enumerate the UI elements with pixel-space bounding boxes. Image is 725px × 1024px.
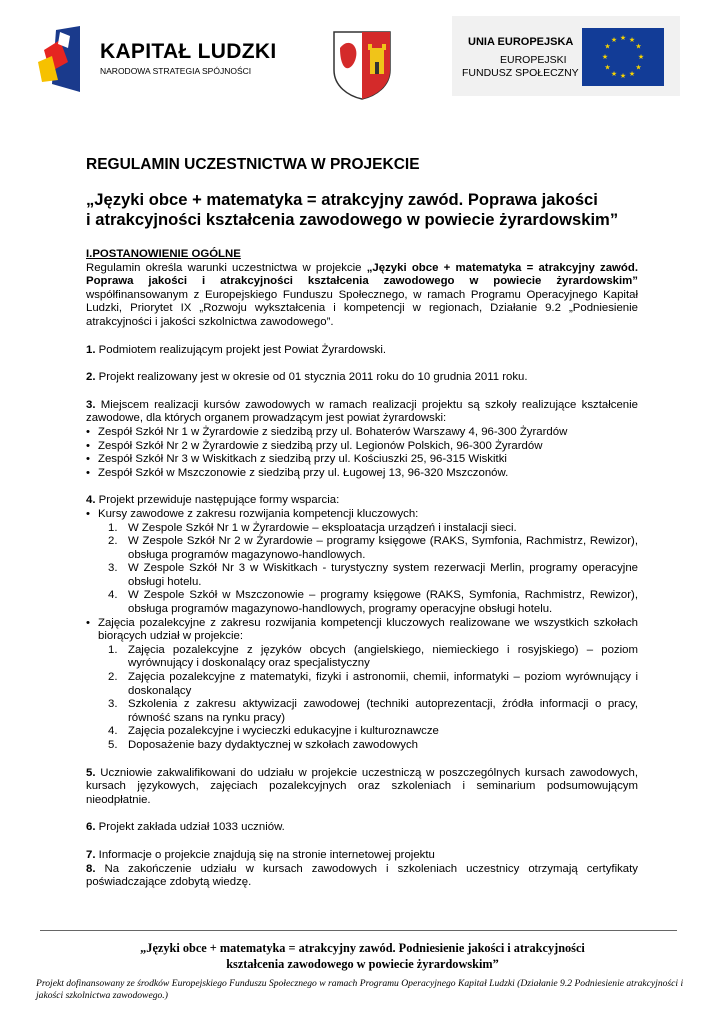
kurs-2-text: W Zespole Szkół Nr 2 w Żyrardowie – programy księgowe (RAKS, Symfonia, Rachmistrz, Rewizor), obsługa programów magazynowo-handlowych. — [128, 535, 638, 561]
point-4-text: Projekt przewiduje następujące formy wsparcia: — [95, 494, 340, 507]
footer-note: Projekt dofinansowany ze środków Europejskiego Funduszu Społecznego w ramach Programu Operacyjnego Kapitał Ludzki (Działanie 9.2 Podniesienie atrakcyjności i jakości szkolnictwa zawodowego.) — [36, 978, 684, 1001]
point-4 — [86, 494, 638, 508]
list-item — [86, 725, 638, 739]
point-1 — [86, 344, 638, 358]
list-item: • Zespół Szkół Nr 2 w Żyrardowie z siedzibą przy ul. Legionów Polskich, 96-300 Żyrardów — [86, 439, 543, 452]
point-8-number: 8. — [86, 862, 96, 875]
list-item — [86, 671, 638, 698]
kapital-ludzki-subtitle: NARODOWA STRATEGIA SPÓJNOŚCI — [100, 66, 252, 76]
list-item — [86, 589, 638, 616]
list-item — [86, 739, 638, 753]
kurs-4-number: 4. — [108, 589, 118, 602]
point-7 — [86, 849, 638, 863]
svg-text:★: ★ — [637, 53, 645, 61]
kurs-3-number: 3. — [108, 562, 118, 575]
school-1: Zespół Szkół Nr 1 w Żyrardowie z siedzibą przy ul. Bohaterów Warszawy 4, 96-300 Żyrardów — [98, 425, 568, 438]
svg-text:★: ★ — [610, 36, 618, 44]
zajecia-4-number: 4. — [108, 725, 118, 738]
intro-paragraph — [86, 262, 638, 330]
intro-text-a: Regulamin określa warunki uczestnictwa w projekcie — [86, 261, 367, 274]
kurs-4-text: W Zespole Szkół w Mszczonowie – programy księgowe (RAKS, Symfonia, Rachmistrz, Rewizor), obsługa programów magazynowo-handlowych, programy operacyjne obsługi hotelu. — [128, 589, 638, 616]
zajecia-4-text: Zajęcia pozalekcyjne i wycieczki edukacyjne i kulturoznawcze — [128, 725, 439, 738]
zajecia-5-text: Doposażenie bazy dydaktycznej w szkołach zawodowych — [128, 739, 418, 751]
svg-text:★: ★ — [619, 72, 627, 80]
document-title: REGULAMIN UCZESTNICTWA W PROJEKCIE — [86, 156, 420, 173]
point-2 — [86, 371, 638, 385]
point-3-text: Miejscem realizacji kursów zawodowych w ramach realizacji projektu są szkoły realizujące kształcenie zawodowe, dla których organem prowadzącym jest powiat żyrardowski: — [86, 398, 638, 425]
eu-text-line2: EUROPEJSKI — [500, 54, 567, 66]
point-5-text: Uczniowie zakwalifikowani do udziału w projekcie uczestniczą w poszczególnych kursach zawodowych, kursach językowych, zajęciach pozalekcyjnych oraz szkoleniach i seminarium podsumowującym nieodpłatnie. — [86, 766, 638, 806]
point-3 — [86, 399, 638, 426]
zajecia-3-text: Szkolenia z zakresu aktywizacji zawodowej (techniki autoprezentacji, źródła informacji o pracy, równość szans na rynku pracy) — [128, 698, 638, 724]
point-6-text: Projekt zakłada udział 1033 uczniów. — [95, 821, 285, 834]
svg-text:★: ★ — [635, 42, 642, 51]
eu-text-line3: FUNDUSZ SPOŁECZNY — [462, 67, 579, 79]
zajecia-1-text: Zajęcia pozalekcyjne z języków obcych (angielskiego, niemieckiego i rosyjskiego) – poziom wyrównujący i doskonalący oraz specjalistyczny — [128, 643, 638, 670]
list-item — [86, 644, 638, 671]
project-title-line1: „Języki obce + matematyka = atrakcyjny zawód. Poprawa jakości — [86, 190, 598, 209]
list-item: • Kursy zawodowe z zakresu rozwijania kompetencji kluczowych: — [86, 507, 419, 520]
school-3: Zespół Szkół Nr 3 w Wiskitkach z siedzibą przy ul. Kościuszki 25, 96-315 Wiskitki — [98, 453, 507, 466]
list-item: • Zespół Szkół Nr 1 w Żyrardowie z siedzibą przy ul. Bohaterów Warszawy 4, 96-300 Żyrardów — [86, 425, 568, 438]
point-5 — [86, 767, 638, 808]
svg-text:★: ★ — [610, 70, 618, 78]
svg-text:★: ★ — [628, 70, 636, 78]
intro-project-name: „Języki obce + matematyka = atrakcyjny zawód. Poprawa jakości i atrakcyjności kształcenia zawodowego w powiecie żyrardowskim” — [86, 261, 638, 288]
point-1-number: 1. — [86, 343, 96, 356]
svg-text:★: ★ — [635, 63, 642, 72]
list-item — [86, 522, 638, 536]
document-body — [86, 248, 638, 890]
school-4: Zespół Szkół w Mszczonowie z siedzibą przy ul. Ługowej 13, 96-320 Mszczonów. — [98, 466, 509, 479]
eu-flag-icon — [582, 28, 664, 86]
list-item — [86, 698, 638, 725]
point-8-text: Na zakończenie udziału w kursach zawodowych i szkoleniach uczestnicy otrzymają certyfikaty poświadczające zdobytą wiedzę. — [86, 862, 638, 889]
section-heading: I.POSTANOWIENIE OGÓLNE — [86, 248, 241, 260]
list-item — [86, 535, 638, 562]
kursy-label: Kursy zawodowe z zakresu rozwijania kompetencji kluczowych: — [98, 507, 419, 520]
school-2: Zespół Szkół Nr 2 w Żyrardowie z siedzibą przy ul. Legionów Polskich, 96-300 Żyrardów — [98, 439, 543, 452]
point-2-text: Projekt realizowany jest w okresie od 01 stycznia 2011 roku do 10 grudnia 2011 roku. — [95, 371, 528, 384]
schools-list — [86, 426, 638, 480]
project-title — [86, 190, 638, 230]
point-3-number: 3. — [86, 398, 96, 411]
footer-title-line2: kształcenia zawodowego w powiecie żyrardowskim” — [226, 957, 499, 971]
footer-title — [40, 940, 685, 972]
point-2-number: 2. — [86, 371, 96, 384]
svg-text:★: ★ — [601, 53, 609, 61]
point-6-number: 6. — [86, 821, 96, 834]
svg-text:★: ★ — [628, 36, 636, 44]
project-title-line2: i atrakcyjności kształcenia zawodowego w powiecie żyrardowskim” — [86, 210, 619, 229]
footer-title-line1: „Języki obce + matematyka = atrakcyjny zawód. Podniesienie jakości i atrakcyjności — [140, 941, 585, 955]
point-5-number: 5. — [86, 766, 96, 779]
svg-text:★: ★ — [604, 63, 611, 72]
zajecia-2-text: Zajęcia pozalekcyjne z matematyki, fizyki i astronomii, chemii, informatyki – poziom wyrównujący i doskonalący — [128, 671, 638, 697]
zajecia-2-number: 2. — [108, 671, 118, 684]
svg-text:★: ★ — [619, 34, 627, 42]
svg-text:★: ★ — [604, 42, 611, 51]
point-1-text: Podmiotem realizującym projekt jest Powiat Żyrardowski. — [95, 343, 387, 356]
point-6 — [86, 821, 638, 835]
eu-text-line1: UNIA EUROPEJSKA — [468, 36, 574, 48]
point-7-number: 7. — [86, 848, 96, 861]
list-item: • Zespół Szkół w Mszczonowie z siedzibą przy ul. Ługowej 13, 96-320 Mszczonów. — [86, 466, 509, 479]
list-item: • Zajęcia pozalekcyjne z zakresu rozwijania kompetencji kluczowych realizowane we wszystkich szkołach biorących udział w projekcie: — [86, 616, 638, 643]
kurs-1-text: W Zespole Szkół Nr 1 w Żyrardowie – eksploatacja urządzeń i instalacji sieci. — [128, 521, 517, 534]
point-7-text: Informacje o projekcie znajdują się na stronie internetowej projektu — [95, 848, 435, 861]
point-4-number: 4. — [86, 494, 96, 507]
point-8 — [86, 863, 638, 890]
list-item — [86, 562, 638, 589]
footer-divider — [40, 930, 677, 931]
zajecia-label: Zajęcia pozalekcyjne z zakresu rozwijania kompetencji kluczowych realizowane we wszystkich szkołach biorących udział w projekcie: — [98, 616, 638, 643]
kurs-1-number: 1. — [108, 521, 118, 534]
zajecia-3-number: 3. — [108, 698, 118, 711]
zajecia-1-number: 1. — [108, 643, 118, 656]
kapital-ludzki-title: KAPITAŁ LUDZKI — [100, 40, 277, 63]
coat-of-arms-icon — [332, 30, 392, 100]
kurs-2-number: 2. — [108, 535, 118, 548]
list-item: • Zespół Szkół Nr 3 w Wiskitkach z siedzibą przy ul. Kościuszki 25, 96-315 Wiskitki — [86, 453, 507, 466]
kurs-3-text: W Zespole Szkół Nr 3 w Wiskitkach - turystyczny system rezerwacji Merlin, programy operacyjne obsługi hotelu. — [128, 562, 638, 588]
zajecia-5-number: 5. — [108, 739, 118, 751]
intro-text-b: współfinansowanym z Europejskiego Funduszu Społecznego, w ramach Programu Operacyjnego Kapitał Ludzki, Priorytet IX „Rozwoju wykształcenia i kompetencji w regionach, Działanie 9.2 „Podniesienie atrakcyjności i jakości szkolnictwa zawodowego”. — [86, 288, 638, 328]
